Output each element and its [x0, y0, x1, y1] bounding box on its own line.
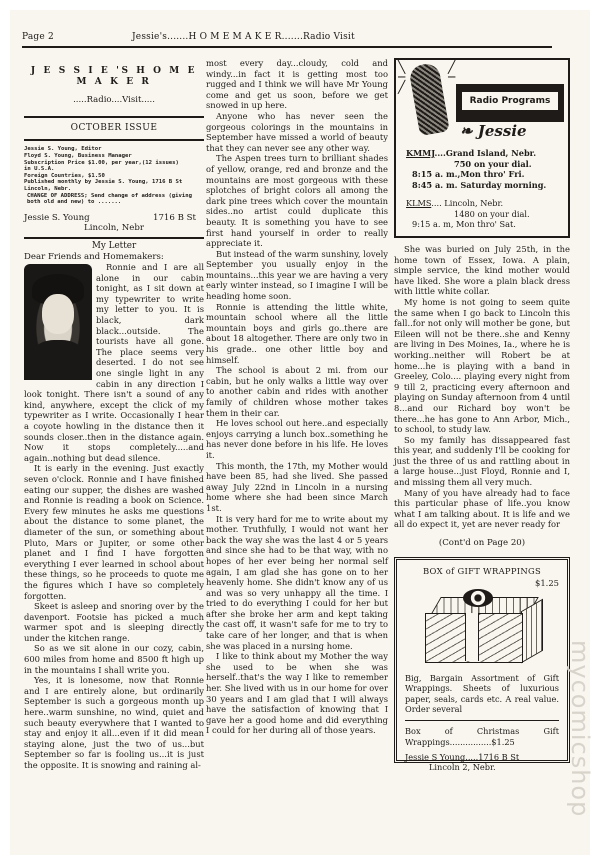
station-city: ....Grand Island, Nebr. — [434, 148, 537, 158]
address-city: Lincoln, Nebr — [84, 223, 144, 234]
author-photo — [24, 264, 92, 380]
letter-paragraph: She was buried on July 25th, in the home town of Essex, Iowa. A plain, simple service, the kind mother would have liked. She wore a plain black dress with little white collar. — [394, 244, 570, 297]
radio-banner-title: Radio Programs — [462, 92, 558, 110]
station-time: 8:45 a. m. Saturday morning. — [412, 179, 547, 190]
imprint-line: Floyd S. Young, Business Manager — [24, 152, 132, 159]
christmas-wrappings-offer: Box of Christmas Gift Wrappings................$1.25 — [405, 726, 559, 748]
letter-paragraph: The school is about 2 mi. from our cabin, but he only walks a little way over to another cabin and rides with another family of children whose mother takes them in their car. — [206, 365, 388, 418]
letter-paragraph: Many of you have already had to face this particular phase of life..you know what I am talking about. It is life and we all do expect it, yet are never ready for — [394, 487, 570, 530]
imprint-line: Jessie S. Young, Editor — [24, 146, 102, 153]
letter-paragraph: Yes, it is lonesome, now that Ronnie and I are entirely alone, but ordinarily September is such a gorgeous month up here..warm sunshine, no wind, quiet and such beauty everywhere that I wanted to stay and enjoy it all...even if it did mean staying alone, just the two of us...but September so far is fooling us...it is just the opposite. It is snowing and raining al- — [24, 675, 204, 770]
station-dial: 1480 on your dial. — [454, 208, 530, 219]
gift-ad-price: $1.25 — [535, 578, 559, 589]
station-call: KLMS — [406, 198, 432, 208]
radio-programs-ad — [394, 58, 570, 238]
page-number: Page 2 — [22, 32, 54, 42]
running-header — [22, 32, 552, 48]
letter-paragraph: So as we sit alone in our cozy, cabin, 600 miles from home and 8500 ft high up in the mountains I shall write you. — [24, 643, 204, 675]
letter-greeting: Dear Friends and Homemakers: — [24, 251, 164, 262]
letter-paragraph: So my family has dissappeared fast this year, and suddenly I'll be cooking for just the three of us and rattling about in a large house...just Floyd, Ronnie and I, and missing them all very much. — [394, 434, 570, 488]
letter-paragraph: He loves school out here..and especially enjoys carrying a lunch box..something he has never done before in his life. He loves it. — [206, 418, 388, 460]
microphone-icon — [408, 62, 450, 136]
gift-ad-title: BOX of GIFT WRAPPINGS — [422, 565, 542, 576]
station-kmmj — [406, 148, 546, 190]
jessie-signature: ❧ Jessie — [460, 122, 527, 140]
sound-rays-icon: ╲ ─ ╱ — [398, 60, 406, 94]
imprint — [24, 141, 204, 205]
letter-paragraph: This month, the 17th, my Mother would have been 85, had she lived. She passed away July 22nd in Lincoln in a nursing home where she had been since March 1st. — [206, 460, 388, 513]
letter-paragraph: Anyone who has never seen the gorgeous colorings in the mountains in September have missed a world of beauty that they can never see any other way. — [206, 110, 388, 153]
imprint-line: in U.S.A. — [24, 166, 55, 173]
letter-paragraph: It is early in the evening. Just exactly seven o'clock. Ronnie and I have finished eating our supper, the dishes are washed and Ronnie is reading a book on Science. Every few minutes he asks me questions about the distance to some planet, the diameter of the sun, or something about Pluto, Mars or Jupiter, or some other planet and I find I have forgotten everything I ever learned in school about these things, so he proceeds to quote me the figures which I have so completely forgotten. — [24, 463, 204, 601]
editor-address — [24, 213, 204, 224]
order-name: Jessie S Young.....1716 B St — [405, 751, 520, 762]
order-address — [405, 748, 559, 773]
letter-heading: My Letter — [91, 240, 137, 251]
station-call: KMMJ — [406, 148, 435, 158]
issue-label: OCTOBER ISSUE — [70, 122, 158, 133]
letter-paragraph: I like to think about my Mother the way she used to be when she was herself..that's the way I like to remember her. She lived with us in our home for over 30 years and I am glad that I will always have the satisfaction of knowing that I gave her a good home and did everything I could for her during all of those years. — [206, 651, 388, 736]
address-name: Jessie S. Young — [24, 212, 90, 223]
station-city: .... Lincoln, Nebr. — [431, 198, 504, 208]
imprint-line: Subscription Price $1.00, per year,(12 issues) — [24, 159, 179, 166]
magazine-page — [10, 10, 590, 855]
continued-note: (Cont'd on Page 20) — [438, 538, 526, 549]
station-dial: 750 on your dial. — [454, 158, 532, 169]
station-time: 8:15 a. m.,Mon thro' Fri. — [412, 169, 525, 179]
radio-banner — [456, 84, 564, 122]
divider — [24, 237, 204, 239]
gift-wrappings-ad — [394, 557, 570, 773]
letter-paragraph: It is very hard for me to write about my mother. Truthfully, I would not want her back the way she was the last 4 or 5 years and since she had to be that way, with no hopes of her ever being her normal self again, I am glad she has gone on to her heavenly home. She didn't know any of us and was so very unhappy all the time. I tried to do everything I could for her but after she broke her arm and kept taking the cast off, it wasn't safe for me to try to take care of her longer, and that is when she was placed in a nursing home. — [206, 513, 388, 651]
letter-paragraph: My home is not going to seem quite the same when I go back to Lincoln this fall..for not only will mother be gone, but Eileen will not be there..she and Kenny are living in Des Moines, Ia., where he is working..neither will Robert be at home...he is playing with a band in Greeley, Colo.... playing every night from 9 till 2, practicing every afternoon and playing on Sunday afternoon from 4 until 8...and our Richard boy won't be there...he has gone to Ann Arbor, Mich., to school, to study law. — [394, 296, 570, 435]
masthead-subtitle: .....Radio....Visit..... — [73, 95, 155, 106]
imprint-line: Published monthly by Jessie S. Young, 1716 B St — [24, 179, 183, 186]
sound-rays-icon: ╱ ─ — [448, 60, 456, 84]
column-3 — [394, 58, 570, 773]
station-klms — [406, 198, 530, 230]
letter-paragraph: Ronnie is attending the little white, mountain school where all the little mountain boys and girls go..there are about 18 altogether. There are only two in his grade.. one other little boy and himself. — [206, 301, 388, 365]
letter-paragraph: But instead of the warm sunshiny, lovely September you usually enjoy in the mountains...this year we are having a very early winter instead, so I imagine I will be heading home soon. — [206, 248, 388, 302]
station-time: 9:15 a. m, Mon thro' Sat. — [412, 219, 516, 229]
change-of-address: CHANGE OF ADDRESS; Send change of address (giving both old and new) to ....... — [27, 192, 193, 206]
gift-box-icon — [415, 591, 549, 667]
letter-paragraph: most every day...cloudy, cold and windy...in fact it is getting most too rugged and I think we will have Mr Young come and get us soon, before we get snowed in up here. — [206, 58, 388, 111]
imprint-line: Foreign Countries, $1.50 — [24, 172, 105, 179]
masthead-title: J E S S I E 'S H O M E M A K E R — [30, 66, 198, 87]
address-street: 1716 B St — [153, 212, 196, 223]
letter-paragraph: The Aspen trees turn to brilliant shades of yellow, orange, red and bronze and the mountains are most gorgeous with these splotches of bright colors all among the dark pine trees which cover the mountain sides..no artist could duplicate this beauty. It is something you have to see first hand yourself in order to really appreciate it. — [206, 153, 388, 249]
publication-title: Jessie's.......H O M E M A K E R.......Radio Visit — [132, 32, 355, 42]
column-1 — [24, 58, 204, 771]
column-2 — [206, 58, 388, 736]
letter-paragraph: Skeet is asleep and snoring over by the davenport. Footsie has picked a much warmer spot and is sleeping directly under the kitchen range. — [24, 601, 204, 643]
letter-paragraph: Ronnie and I are all alone in our cabin tonight, as I sit down at my typewriter to write my letter to you. It is black, dark black...outside. The tourists have all gone. The place seems very deserted. I do not see one single light in any cabin in any direction I look tonight. There isn't a sound of any kind, anywhere, except the click of my typewriter as I write. Occasionally I hear a coyote howling in the distance then it sounds closer..then in the distance again. Now it stops completely.....and again..nothing but dead silence. — [24, 262, 204, 463]
imprint-line: Lincoln, Nebr. — [24, 185, 72, 192]
order-city: Lincoln 2, Nebr. — [429, 762, 496, 773]
gift-ad-description: Big, Bargain Assortment of Gift Wrappings. Sheets of luxurious paper, seals, cards etc. A real value. Order several — [405, 673, 559, 722]
watermark: mycomicshop — [566, 640, 594, 818]
